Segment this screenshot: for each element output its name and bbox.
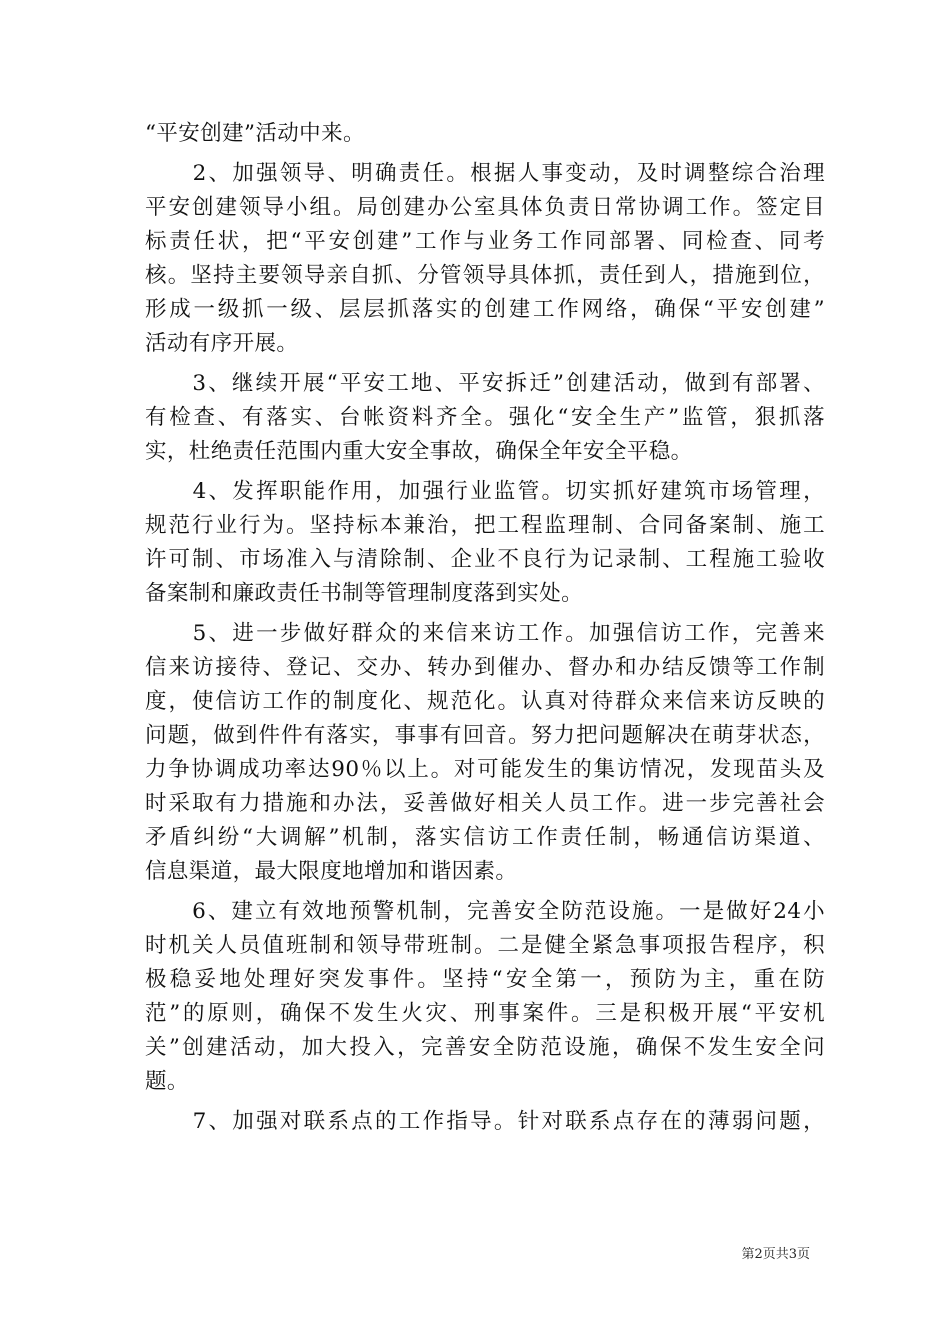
text-line: 形成一级抓一级、层层抓落实的创建工作网络，确保“平安创建” <box>145 297 825 322</box>
page-number: 第2页共3页 <box>741 1247 810 1262</box>
text-line: 关”创建活动，加大投入，完善安全防范设施，确保不发生安全问 <box>145 1035 825 1060</box>
text-line: 度，使信访工作的制度化、规范化。认真对待群众来信来访反映的 <box>145 689 825 714</box>
paragraph <box>145 157 825 361</box>
text-line: 规范行业行为。坚持标本兼治，把工程监理制、合同备案制、施工 <box>145 513 825 538</box>
text-line: 时机关人员值班制和领导带班制。二是健全紧急事项报告程序，积 <box>145 933 825 958</box>
paragraph <box>145 895 825 1099</box>
text-line: 2、加强领导、明确责任。根据人事变动，及时调整综合治理 <box>145 161 825 186</box>
text-line: 5、进一步做好群众的来信来访工作。加强信访工作，完善来 <box>145 621 825 646</box>
text-line: 时采取有力措施和办法，妥善做好相关人员工作。进一步完善社会 <box>145 791 825 816</box>
text-line: 信来访接待、登记、交办、转办到催办、督办和办结反馈等工作制 <box>145 655 825 680</box>
text-line: 4、发挥职能作用，加强行业监管。切实抓好建筑市场管理， <box>145 479 825 504</box>
paragraph <box>145 475 825 611</box>
text-line: 极稳妥地处理好突发事件。坚持“安全第一，预防为主，重在防 <box>145 967 825 992</box>
text-line: 实，杜绝责任范围内重大安全事故，确保全年安全平稳。 <box>145 439 693 464</box>
text-line: 有检查、有落实、台帐资料齐全。强化“安全生产”监管，狠抓落 <box>145 405 825 430</box>
paragraph <box>145 117 825 151</box>
text-line: 许可制、市场准入与清除制、企业不良行为记录制、工程施工验收 <box>145 547 825 572</box>
text-line: “平安创建”活动中来。 <box>145 121 365 146</box>
text-line: 问题，做到件件有落实，事事有回音。努力把问题解决在萌芽状态， <box>145 723 825 748</box>
text-line: 矛盾纠纷“大调解”机制，落实信访工作责任制，畅通信访渠道、 <box>145 825 825 850</box>
text-line: 6、建立有效地预警机制，完善安全防范设施。一是做好24小 <box>145 899 825 924</box>
paragraph <box>145 617 825 889</box>
paragraph <box>145 1105 825 1139</box>
document-body <box>145 117 825 1139</box>
text-line: 核。坚持主要领导亲自抓、分管领导具体抓，责任到人，措施到位， <box>145 263 825 288</box>
text-line: 题。 <box>145 1069 189 1094</box>
text-line: 力争协调成功率达90％以上。对可能发生的集访情况，发现苗头及 <box>145 757 825 782</box>
text-line: 标责任状，把“平安创建”工作与业务工作同部署、同检查、同考 <box>145 229 825 254</box>
text-line: 平安创建领导小组。局创建办公室具体负责日常协调工作。签定目 <box>145 195 825 220</box>
text-line: 活动有序开展。 <box>145 331 299 356</box>
text-line: 3、继续开展“平安工地、平安拆迁”创建活动，做到有部署、 <box>145 371 825 396</box>
text-line: 范”的原则，确保不发生火灾、刑事案件。三是积极开展“平安机 <box>145 1001 825 1026</box>
text-line: 备案制和廉政责任书制等管理制度落到实处。 <box>145 581 584 606</box>
text-line: 7、加强对联系点的工作指导。针对联系点存在的薄弱问题， <box>145 1109 825 1134</box>
text-line: 信息渠道，最大限度地增加和谐因素。 <box>145 859 518 884</box>
paragraph <box>145 367 825 469</box>
